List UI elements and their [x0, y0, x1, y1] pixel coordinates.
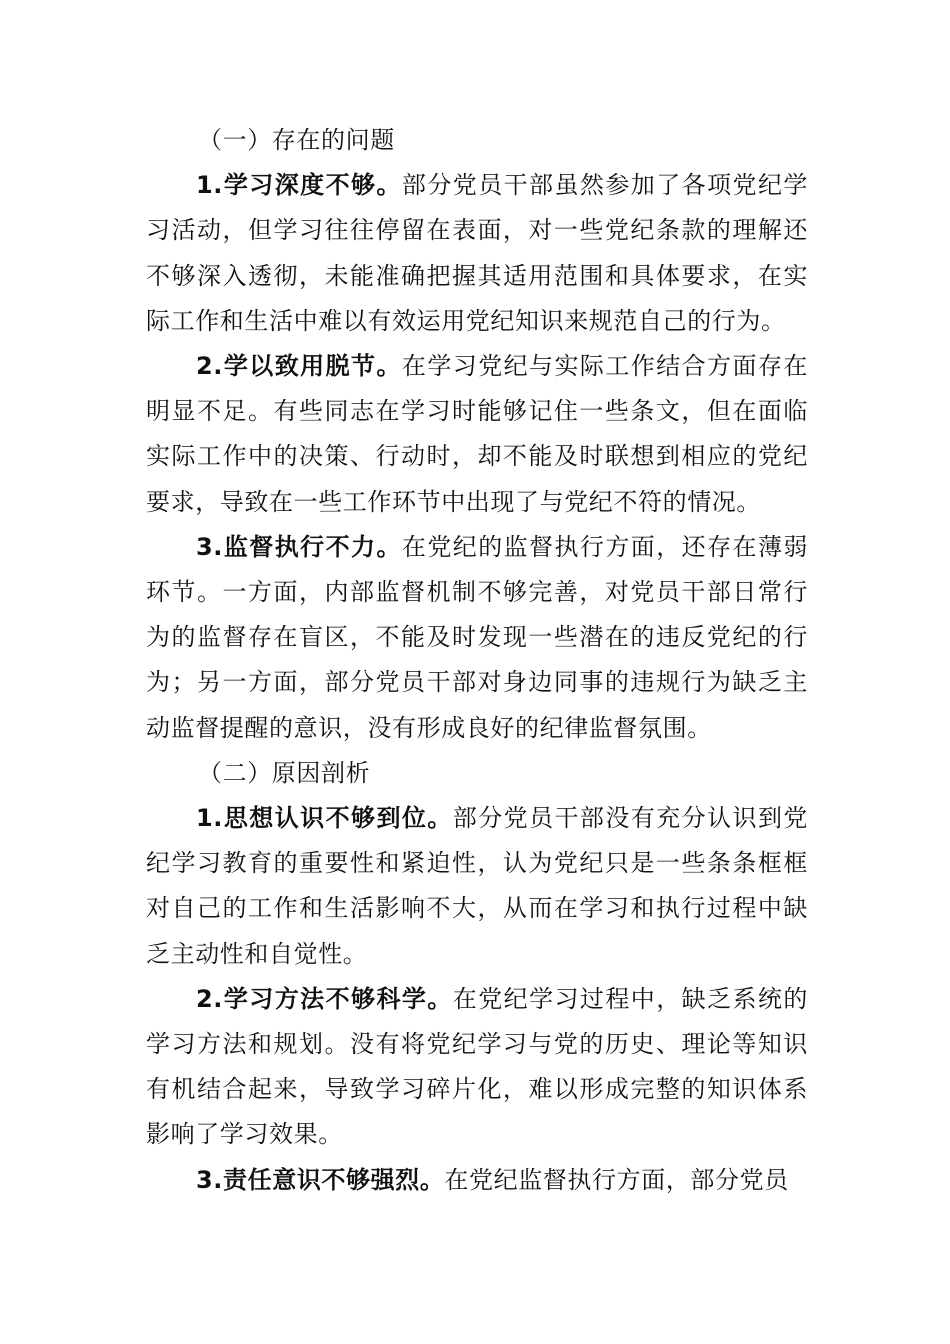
paragraph-supervision-weak: [146, 525, 808, 751]
paragraph-lead: 2.学习方法不够科学。: [196, 984, 453, 1013]
paragraph-body: 部分党员干部虽然参加了各项党纪学习活动，但学习往往停留在表面，对一些党纪条款的理解还不够深入透彻，未能准确把握其适用范围和具体要求，在实际工作和生活中难以有效运用党纪知识来规范自己的行为。: [146, 171, 808, 335]
paragraph-lead: 2.学以致用脱节。: [196, 352, 402, 381]
paragraph-lead: 3.监督执行不力。: [196, 532, 402, 561]
paragraph-body: 部分党员干部没有充分认识到党纪学习教育的重要性和紧迫性，认为党纪只是一些条条框框对自己的工作和生活影响不大，从而在学习和执行过程中缺乏主动性和自觉性。: [146, 804, 809, 968]
paragraph-body: 在党纪学习过程中，缺乏系统的学习方法和规划。没有将党纪学习与党的历史、理论等知识有机结合起来，导致学习碎片化，难以形成完整的知识体系影响了学习效果。: [146, 984, 809, 1149]
section-heading-problems: （一）存在的问题: [198, 126, 395, 154]
paragraph-study-method: [146, 977, 808, 1158]
paragraph-application-gap: [146, 344, 808, 525]
document-body: [146, 118, 808, 1203]
paragraph-body: 在党纪的监督执行方面，还存在薄弱环节。一方面，内部监督机制不够完善，对党员干部日常行为的监督存在盲区，不能及时发现一些潜在的违反党纪的行为；另一方面，部分党员干部对身边同事的违规行为缺乏主动监督提醒的意识，没有形成良好的纪律监督氛围。: [146, 532, 808, 742]
paragraph-lead: 3.责任意识不够强烈。: [196, 1165, 445, 1194]
paragraph-awareness: [146, 796, 808, 977]
section-heading-causes: （二）原因剖析: [198, 758, 371, 787]
paragraph-responsibility: [146, 1158, 808, 1203]
paragraph-body: 在党纪监督执行方面，部分党员: [444, 1165, 789, 1194]
paragraph-study-depth: [146, 163, 808, 344]
paragraph-lead: 1.学习深度不够。: [196, 171, 402, 200]
paragraph-lead: 1.思想认识不够到位。: [196, 804, 453, 833]
paragraph-body: 在学习党纪与实际工作结合方面存在明显不足。有些同志在学习时能够记住一些条文，但在面临实际工作中的决策、行动时，却不能及时联想到相应的党纪要求，导致在一些工作环节中出现了与党纪不符的情况。: [146, 352, 808, 516]
